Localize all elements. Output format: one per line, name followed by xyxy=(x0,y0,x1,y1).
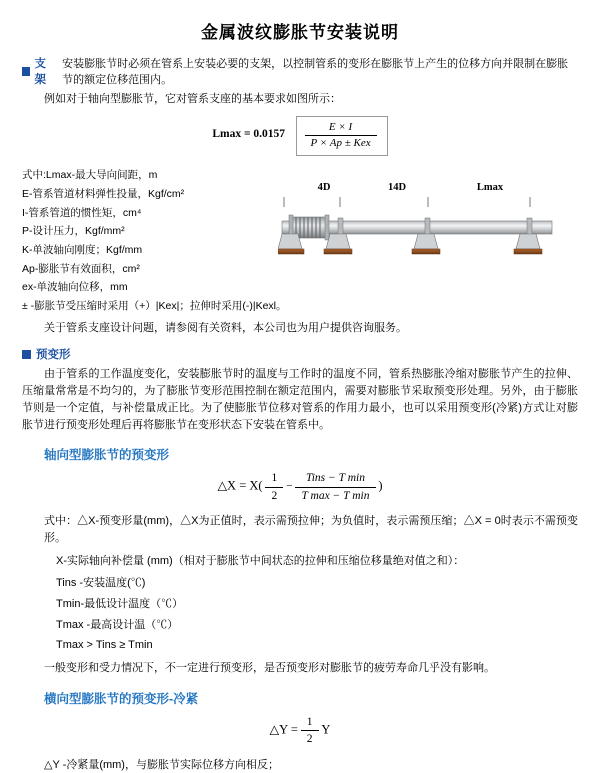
page-title: 金属波纹膨胀节安装说明 xyxy=(201,23,399,42)
drawing-label-lmax: Lmax xyxy=(476,182,504,194)
drawing-label-4d: 4D xyxy=(317,182,331,194)
expansion-joint-diagram-icon xyxy=(278,195,556,267)
legend-item: 式中:Lmax-最大导向间距，m xyxy=(22,169,158,182)
lmax-formula-lhs: Lmax = 0.0157 xyxy=(212,128,286,141)
lateral-equation-rhs: Y xyxy=(321,722,331,737)
bracket-closing-paragraph: 关于管系支座设计问题，请参阅有关资料，本公司也为用户提供咨询服务。 xyxy=(44,321,407,334)
legend-and-drawing xyxy=(22,166,578,316)
axial-equation-frac-num: Tins − T min xyxy=(295,471,375,487)
axial-line: Tins -安装温度(℃) xyxy=(56,577,146,590)
axial-line: Tmax > Tins ≥ Tmin xyxy=(56,639,153,652)
axial-equation-leading-frac-num: 1 xyxy=(265,471,283,487)
axial-equation xyxy=(22,471,578,503)
bullet-square-icon xyxy=(22,350,31,359)
bracket-paragraph-inline: 安装膨胀节时必须在管系上安装必要的支架，以控制管系的变形在膨胀节上产生的位移方向并限制在膨胀节的额定位移范围内。 xyxy=(62,58,569,86)
axial-equation-leading-frac-den: 2 xyxy=(271,489,278,502)
drawing-dimension-labels xyxy=(294,182,578,193)
support-3 xyxy=(412,234,440,254)
bracket-paragraph-2: 例如对于轴向型膨胀节，它对管系支座的基本要求如图所示： xyxy=(44,93,341,105)
axial-equation-frac-den: T max − T min xyxy=(301,489,370,502)
lmax-formula-fraction xyxy=(296,116,388,157)
legend-item: I-管系管道的惯性矩，cm⁴ xyxy=(22,206,142,219)
axial-equation-rhs: ) xyxy=(378,478,383,493)
support-4 xyxy=(514,234,542,254)
section-heading-pre-deformation-label: 预变形 xyxy=(36,349,71,362)
legend-list xyxy=(22,166,287,316)
axial-line: Tmin-最低设计温度（℃） xyxy=(56,597,184,610)
axial-line: 式中：△X-预变形量(mm)，△X为正值时，表示需预拉伸；为负值时，表示需预压缩；△X = 0时表示不需预变形。 xyxy=(44,515,578,544)
drawing-label-14d: 14D xyxy=(387,182,407,194)
bullet-square-icon xyxy=(22,67,30,76)
axial-equation-lhs: △X = X( xyxy=(217,478,263,493)
legend-item: P-设计压力，Kgf/mm² xyxy=(22,225,125,238)
subsection-heading-axial: 轴向型膨胀节的预变形 xyxy=(44,448,170,463)
axial-line: 一般变形和受力情况下，不一定进行预变形，是否预变形对膨胀节的疲劳寿命几乎没有影响。 xyxy=(44,662,495,675)
lateral-equation-frac-num: 1 xyxy=(301,715,319,731)
pre-deformation-paragraph: 由于管系的工作温度变化，安装膨胀节时的温度与工作时的温度不同，管系热膨胀冷缩对膨胀节产生的拉伸、压缩量常常是不均匀的，为了膨胀节变形范围控制在额定范围内，需要对膨胀节采取预变形处理。另外，由于膨胀节则是一个定值，与补偿量成正比。为了使膨胀节位移对管系的作用力最小，也可以采用预变形(冷紧)方式让对膨胀节进行预变形处理后再将膨胀节在变形状态下安装在管系中。 xyxy=(22,368,578,431)
section-heading-pre-deformation xyxy=(22,346,578,362)
section-heading-bracket-label: 支架 xyxy=(34,58,47,86)
legend-item: K-单波轴向刚度；Kgf/mm xyxy=(22,243,143,256)
axial-line: X-实际轴向补偿量 (mm)（相对于膨胀节中间状态的拉伸和压缩位移量绝对值之和）： xyxy=(56,554,465,567)
axial-line: Tmax -最高设计温（℃） xyxy=(56,618,179,631)
subsection-heading-lateral: 横向型膨胀节的预变形-冷紧 xyxy=(44,691,199,706)
legend-item: Ap-膨胀节有效面积，cm² xyxy=(22,262,140,275)
axial-equation-minus: − xyxy=(286,480,293,493)
lateral-equation-lhs: △Y = xyxy=(269,722,298,737)
lmax-formula xyxy=(22,116,578,157)
lateral-line: △Y -冷紧量(mm)，与膨胀节实际位移方向相反； xyxy=(44,758,279,771)
lateral-equation-frac-den: 2 xyxy=(306,733,313,746)
legend-item: E-管系管道材料弹性投量，Kgf/cm² xyxy=(22,187,185,200)
section-heading-bracket xyxy=(22,55,578,87)
legend-item: ex-单波轴向位移，mm xyxy=(22,281,128,294)
lmax-formula-numerator: E × I xyxy=(305,121,377,137)
pipe-support-drawing xyxy=(272,166,578,272)
lmax-formula-denominator: P × Ap ± Kex xyxy=(310,137,371,150)
legend-item: ± -膨胀节受压缩时采用（+）|Kex|；拉伸时采用(-)|Kexl。 xyxy=(22,300,287,313)
lateral-equation xyxy=(22,715,578,747)
